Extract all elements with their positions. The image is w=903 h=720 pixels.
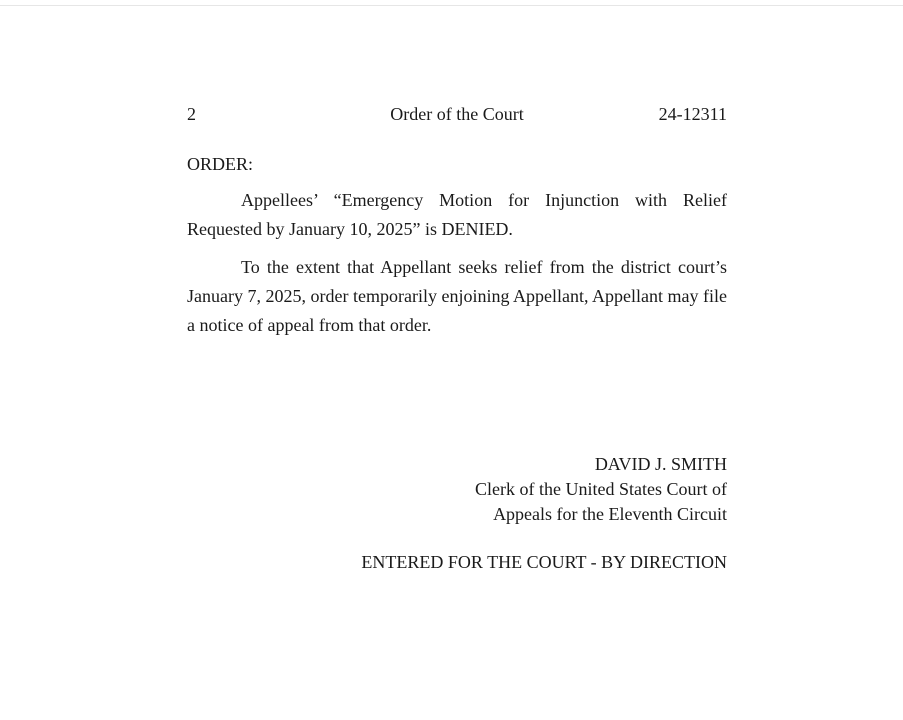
order-label: ORDER: — [187, 154, 254, 174]
page-number: 2 — [187, 104, 196, 124]
document-page — [187, 100, 727, 572]
top-divider — [0, 5, 903, 6]
case-number: 24-12311 — [658, 104, 727, 124]
header-title: Order of the Court — [390, 104, 524, 124]
signature-block — [475, 452, 727, 527]
order-paragraph-appeal: To the extent that Appellant seeks relief from the district court’s January 7, 2025, order temporarily enjoining Appellant, Appellant may file a notice of appeal from that order. — [187, 257, 727, 335]
clerk-name: DAVID J. SMITH — [594, 454, 727, 474]
entered-by-direction: ENTERED FOR THE COURT - BY DIRECTION — [361, 552, 727, 572]
clerk-title-line-1: Clerk of the United States Court of — [475, 479, 727, 499]
page-header — [187, 100, 727, 130]
clerk-title-line-2: Appeals for the Eleventh Circuit — [493, 504, 727, 524]
order-paragraph-denial: Appellees’ “Emergency Motion for Injunction with Relief Requested by January 10, 2025” is DENIED. — [187, 190, 727, 239]
